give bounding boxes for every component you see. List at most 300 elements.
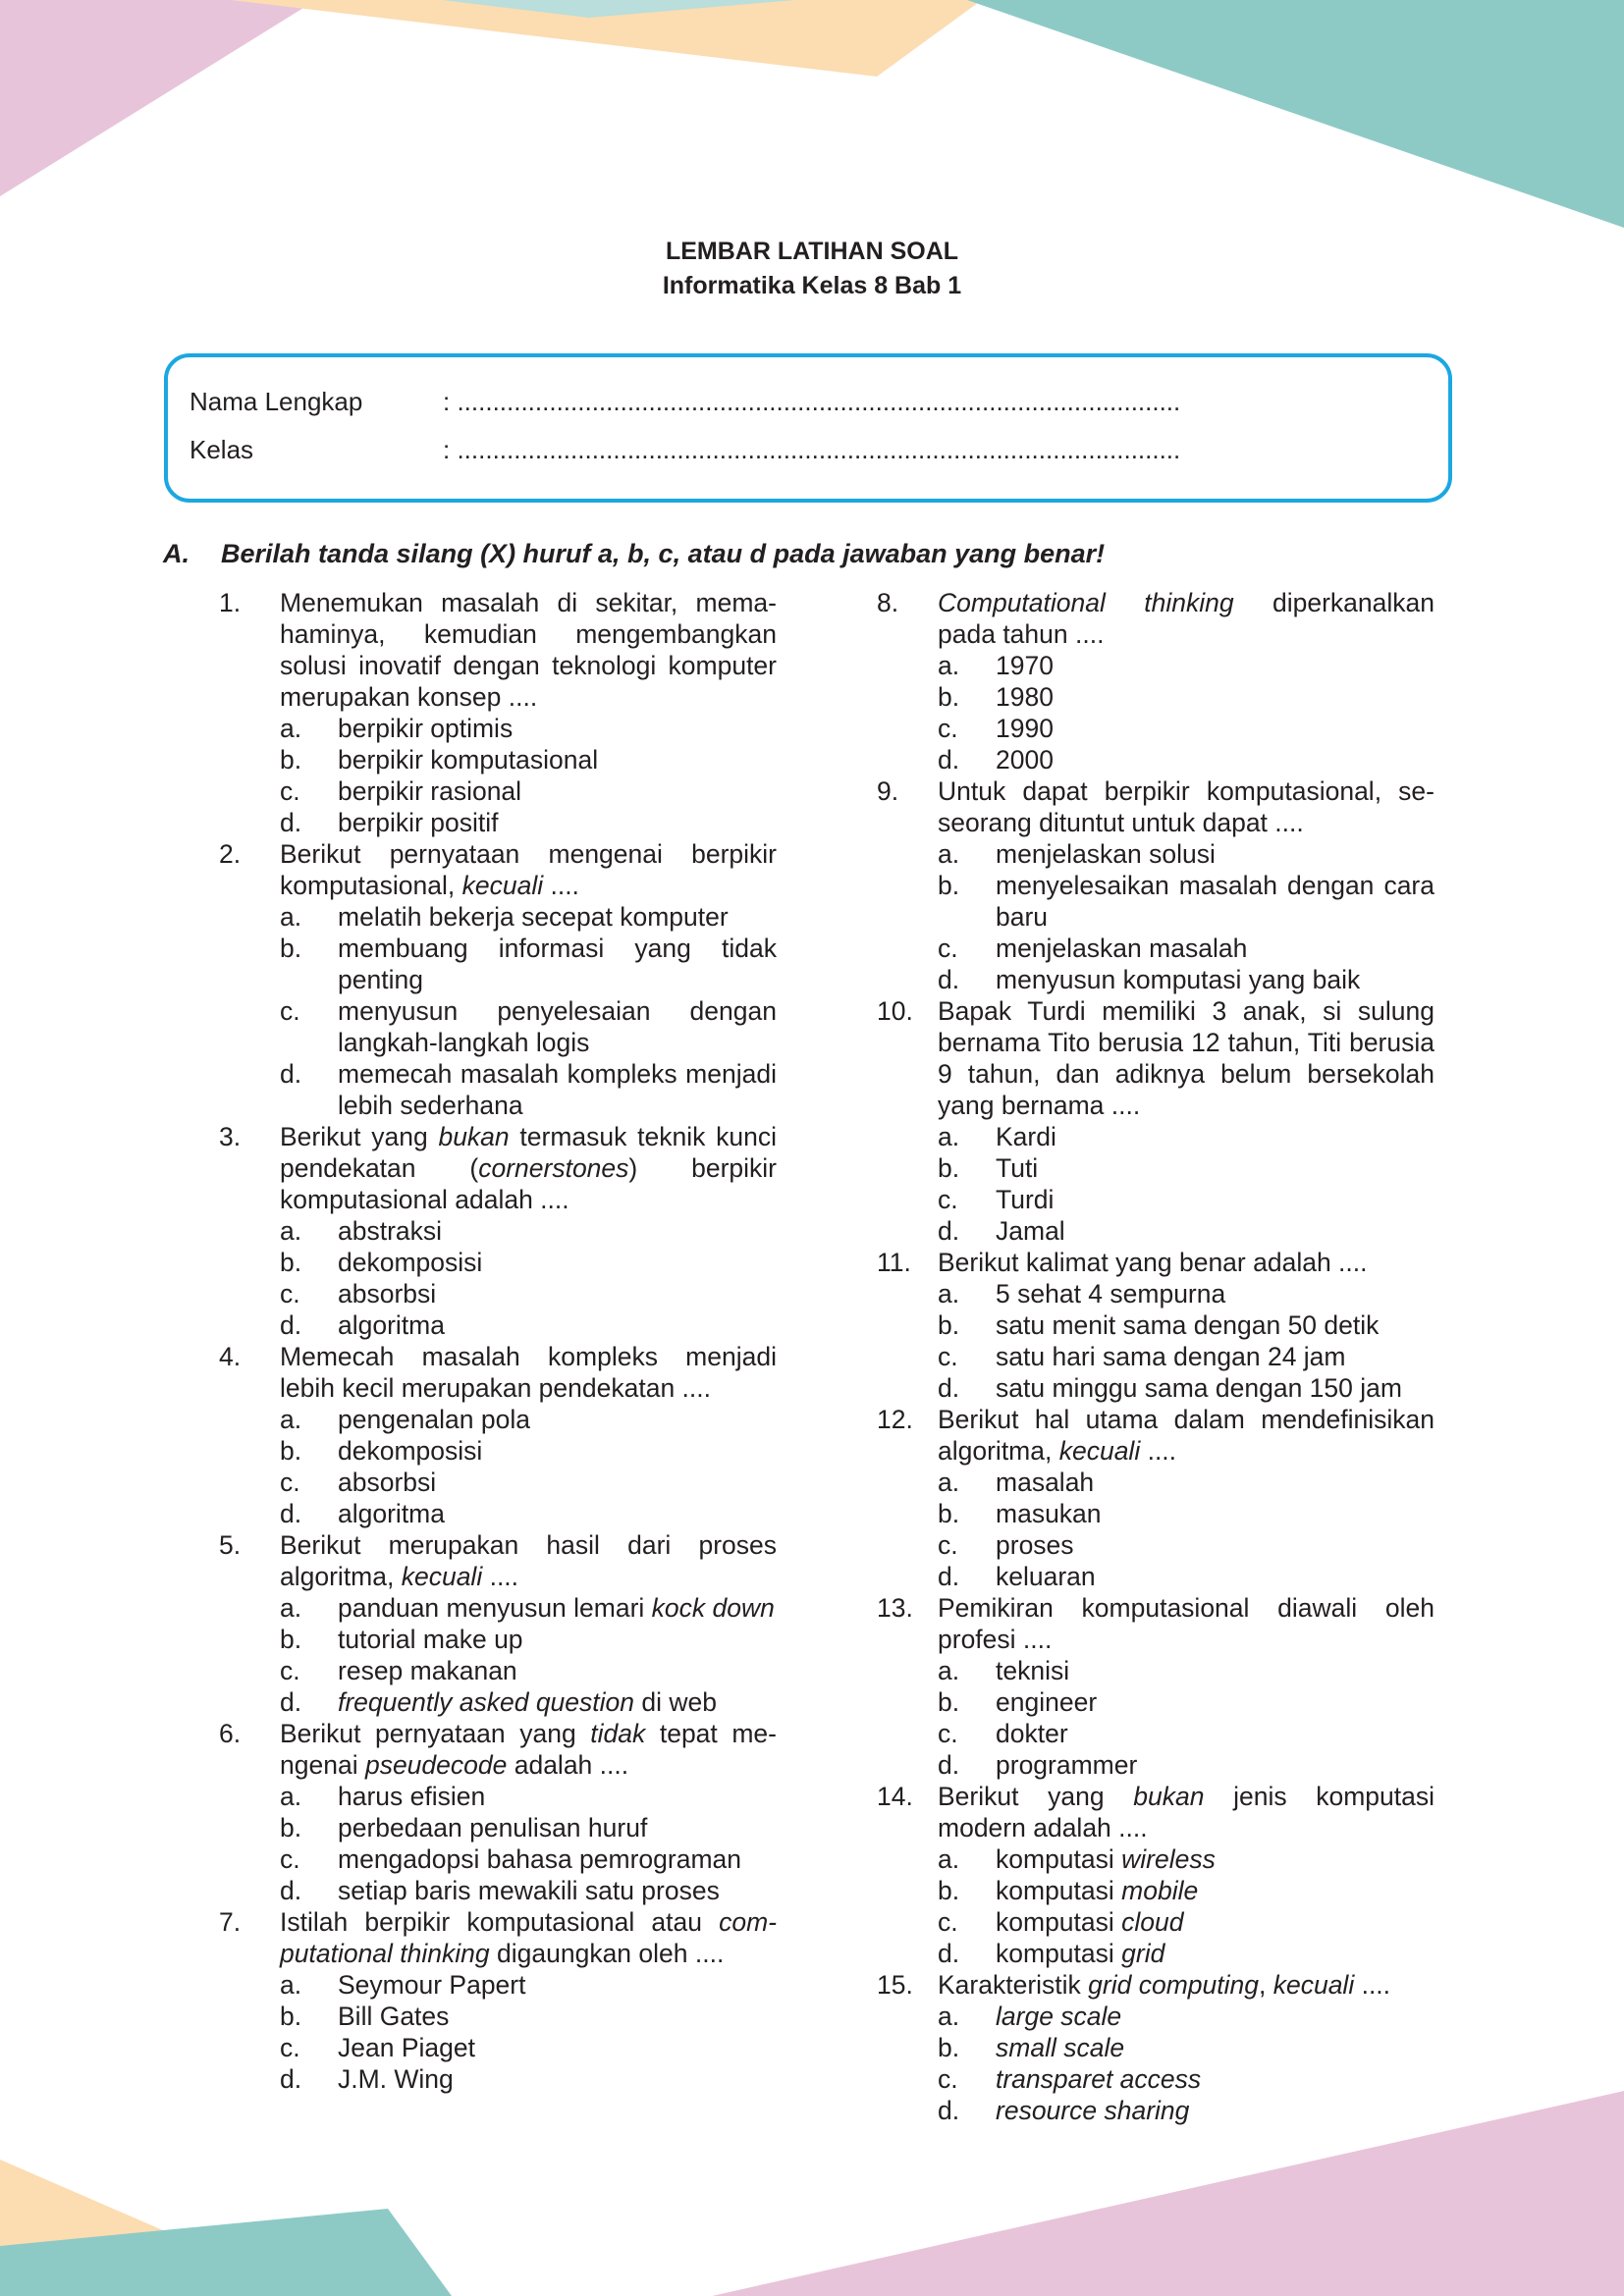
option-letter[interactable]: a. [280,1782,302,1811]
option-letter[interactable]: a. [938,1656,960,1685]
option-text [338,1812,777,1843]
answer-option[interactable] [938,838,1435,870]
option-text [996,1718,1435,1749]
italic-text: bukan [1133,1782,1205,1811]
option-text [338,2063,777,2095]
text-segment: Seymour Papert [338,1970,526,2000]
option-text [338,2032,777,2063]
option-text [338,1592,777,1624]
option-letter[interactable]: a. [938,1844,960,1874]
text-segment: Bapak Turdi memiliki 3 anak, si sulung bernama Tito berusia 12 tahun, Titi berusia 9 tahun, dan adiknya belum bersekolah yang bernama .... [938,996,1435,1120]
option-letter[interactable]: d. [280,1499,302,1528]
text-segment: Berikut kalimat yang benar adalah .... [938,1248,1368,1277]
italic-text: small scale [996,2033,1125,2062]
option-text [338,1843,777,1875]
answer-option[interactable] [280,1247,777,1278]
answer-option[interactable] [280,1624,777,1655]
option-letter[interactable]: c. [938,2064,958,2094]
question-item [877,1969,1435,2126]
section-letter: A. [163,539,189,568]
answer-option[interactable] [938,1655,1435,1686]
option-letter[interactable]: c. [938,1719,958,1748]
italic-text: tidak [590,1719,646,1748]
italic-text: kecuali [401,1562,483,1591]
answer-option[interactable] [280,744,777,775]
option-letter[interactable]: c. [938,1342,958,1371]
text-segment: menyusun komputasi yang baik [996,965,1361,994]
text-segment: Pemikiran komputasional diawali oleh profesi .... [938,1593,1435,1654]
option-text [996,1309,1435,1341]
section-a-heading [163,539,1105,569]
option-letter[interactable]: c. [938,1185,958,1214]
answer-option[interactable] [938,964,1435,995]
question-number: 10. [877,996,913,1026]
option-text [338,1404,777,1435]
option-text [996,1875,1435,1906]
text-segment: panduan menyusun lemari [338,1593,652,1623]
answer-option[interactable] [938,1718,1435,1749]
question-text [938,1592,1435,1655]
option-text [996,1184,1435,1215]
option-letter[interactable]: d. [938,1373,960,1403]
question-number: 8. [877,588,899,617]
text-segment: 1990 [996,714,1054,743]
option-text [996,1686,1435,1718]
text-segment: berpikir optimis [338,714,514,743]
option-text [338,1781,777,1812]
answer-option[interactable] [280,933,777,995]
answer-option[interactable] [938,1467,1435,1498]
text-segment: masalah [996,1468,1095,1497]
option-text [338,2001,777,2032]
text-segment: komputasi [996,1876,1122,1905]
option-text [338,1498,777,1529]
text-segment: berpikir positif [338,808,499,837]
option-text [996,838,1435,870]
option-text [338,1875,777,1906]
option-letter[interactable]: d. [938,745,960,774]
answer-option[interactable] [280,1404,777,1435]
answer-option[interactable] [938,870,1435,933]
option-text [996,681,1435,713]
option-letter[interactable]: c. [280,996,300,1026]
text-segment: Berikut hal utama dalam mendefinisikan algoritma, [938,1405,1435,1466]
answer-option[interactable] [938,1215,1435,1247]
option-text [996,2001,1435,2032]
text-segment: termasuk teknik kunci pendekatan ( [280,1122,777,1183]
option-text [996,1655,1435,1686]
text-segment: Berikut pernyataan yang [280,1719,591,1748]
text-segment: Berikut yang [280,1122,439,1151]
italic-text: grid [1121,1939,1165,1968]
question-number: 14. [877,1782,913,1811]
question-item [877,995,1435,1247]
option-letter[interactable]: d. [280,1876,302,1905]
question-item [219,587,777,838]
text-segment: melatih bekerja secepat komputer [338,902,729,932]
question-number: 5. [219,1530,242,1560]
text-segment: 5 sehat 4 sempurna [996,1279,1226,1308]
answer-option[interactable] [938,1309,1435,1341]
answer-option[interactable] [938,1906,1435,1938]
option-text [338,901,777,933]
option-letter[interactable]: b. [280,745,302,774]
option-letter[interactable]: d. [280,1059,302,1089]
answer-option[interactable] [280,1875,777,1906]
option-letter[interactable]: b. [280,1436,302,1466]
class-label: Kelas [189,435,254,464]
answer-option[interactable] [280,2063,777,2095]
option-text [996,870,1435,933]
italic-text: Computational thinking [938,588,1234,617]
question-number: 4. [219,1342,242,1371]
option-letter[interactable]: b. [938,1499,960,1528]
option-letter[interactable]: c. [938,934,958,963]
text-segment: programmer [996,1750,1138,1780]
option-letter[interactable]: c. [280,1468,300,1497]
option-text [338,933,777,995]
option-text [338,1058,777,1121]
question-text [938,587,1435,650]
answer-option[interactable] [938,1152,1435,1184]
answer-option[interactable] [938,2001,1435,2032]
option-text [996,1498,1435,1529]
option-text [996,650,1435,681]
text-segment: 1980 [996,682,1054,712]
text-segment: dokter [996,1719,1068,1748]
answer-option[interactable] [938,2095,1435,2126]
text-segment: .... [1354,1970,1391,2000]
questions-left-column [219,587,777,2095]
answer-option[interactable] [280,2001,777,2032]
text-segment: Tuti [996,1153,1039,1183]
option-text [338,744,777,775]
answer-option[interactable] [938,1749,1435,1781]
answer-option[interactable] [938,2032,1435,2063]
question-text [938,995,1435,1121]
answer-option[interactable] [280,1781,777,1812]
italic-text: kecuali [1272,1970,1355,2000]
option-letter[interactable]: d. [938,1939,960,1968]
text-segment: engineer [996,1687,1098,1717]
text-segment: teknisi [996,1656,1070,1685]
option-text [996,1938,1435,1969]
option-text [338,1655,777,1686]
answer-option[interactable] [938,744,1435,775]
option-letter[interactable]: a. [280,1405,302,1434]
answer-option[interactable] [938,681,1435,713]
text-segment: Menemukan masalah di sekitar, memahaminya, kemudian mengembangkan solusi inovatif dengan teknologi komputer merupakan konsep .... [280,588,777,712]
answer-option[interactable] [938,1498,1435,1529]
text-segment: Istilah berpikir komputasional atau [280,1907,720,1937]
question-text [280,587,777,713]
text-segment: dekomposisi [338,1248,483,1277]
answer-option[interactable] [280,901,777,933]
text-segment: Berikut merupakan hasil dari proses algoritma, [280,1530,777,1591]
option-letter[interactable]: c. [280,776,300,806]
answer-option[interactable] [280,1969,777,2001]
option-letter[interactable]: d. [938,1216,960,1246]
answer-option[interactable] [280,1215,777,1247]
name-row [189,387,1180,417]
option-letter[interactable]: d. [280,1310,302,1340]
option-text [996,1843,1435,1875]
question-number: 2. [219,839,242,869]
text-segment: 2000 [996,745,1054,774]
text-segment: Turdi [996,1185,1055,1214]
answer-option[interactable] [938,1561,1435,1592]
question-number: 6. [219,1719,242,1748]
option-text [338,1467,777,1498]
answer-option[interactable] [938,1686,1435,1718]
text-segment: Berikut pernyataan mengenai berpikir komputasional, [280,839,777,900]
option-letter[interactable]: a. [938,839,960,869]
italic-text: transparet access [996,2064,1202,2094]
text-segment: Untuk dapat berpikir komputasional, seseorang dituntut untuk dapat .... [938,776,1435,837]
italic-text: cloud [1121,1907,1184,1937]
option-letter[interactable]: a. [280,1216,302,1246]
text-segment: satu menit sama dengan 50 detik [996,1310,1380,1340]
italic-text: computational thinking [280,1907,777,1968]
option-text [996,1278,1435,1309]
italic-text: kecuali [1058,1436,1141,1466]
text-segment: memecah masalah kompleks menjadi lebih sederhana [338,1059,777,1120]
option-letter[interactable]: b. [280,2002,302,2031]
answer-option[interactable] [938,1843,1435,1875]
answer-option[interactable] [280,775,777,807]
option-letter[interactable]: a. [938,651,960,680]
text-segment: Kardi [996,1122,1056,1151]
option-letter[interactable]: d. [938,965,960,994]
option-text [996,933,1435,964]
option-letter[interactable]: b. [938,871,960,900]
question-text [280,838,777,901]
option-letter[interactable]: d. [938,1562,960,1591]
text-segment: .... [1140,1436,1177,1466]
option-text [338,775,777,807]
question-number: 3. [219,1122,242,1151]
italic-text: grid computing [1088,1970,1259,2000]
option-letter[interactable]: c. [280,1844,300,1874]
option-letter[interactable]: b. [938,2033,960,2062]
answer-option[interactable] [938,713,1435,744]
option-text [996,713,1435,744]
option-letter[interactable]: c. [938,1907,958,1937]
option-letter[interactable]: b. [280,1625,302,1654]
italic-text: kecuali [461,871,544,900]
question-item [219,1718,777,1906]
text-segment: menjelaskan masalah [996,934,1248,963]
answer-option[interactable] [938,1372,1435,1404]
answer-option[interactable] [280,1812,777,1843]
text-segment: diperkanalkan pada tahun .... [938,588,1435,649]
option-text [996,1467,1435,1498]
answer-option[interactable] [280,1309,777,1341]
text-segment: absorbsi [338,1468,437,1497]
option-letter[interactable]: d. [938,2096,960,2125]
answer-option[interactable] [280,1592,777,1624]
option-letter[interactable]: c. [938,1530,958,1560]
text-segment: ) berpikir komputasional adalah .... [280,1153,777,1214]
option-letter[interactable]: d. [280,1687,302,1717]
answer-option[interactable] [280,1655,777,1686]
text-segment: Karakteristik [938,1970,1089,2000]
name-blank-line[interactable]: : ...................................................................................................... [443,387,1181,416]
option-letter[interactable]: a. [280,1593,302,1623]
text-segment: tepat mengenai [280,1719,777,1780]
question-text [938,775,1435,838]
text-segment: satu minggu sama dengan 150 jam [996,1373,1402,1403]
question-number: 9. [877,776,899,806]
answer-option[interactable] [280,1058,777,1121]
question-number: 15. [877,1970,913,2000]
option-letter[interactable]: b. [280,1248,302,1277]
option-text [338,995,777,1058]
option-text [338,807,777,838]
option-text [996,2032,1435,2063]
answer-option[interactable] [280,807,777,838]
answer-option[interactable] [938,2063,1435,2095]
class-blank-line[interactable]: : ...................................................................................................... [443,435,1181,464]
text-segment: harus efisien [338,1782,486,1811]
text-segment: berpikir komputasional [338,745,599,774]
text-segment: jenis komputasi modern adalah .... [938,1782,1435,1842]
option-text [338,1278,777,1309]
questions-right-column [877,587,1435,2126]
option-letter[interactable]: d. [280,808,302,837]
question-number: 13. [877,1593,913,1623]
option-text [338,1309,777,1341]
option-letter[interactable]: b. [280,1813,302,1842]
option-text [996,2063,1435,2095]
option-text [996,1372,1435,1404]
answer-option[interactable] [280,1467,777,1498]
option-letter[interactable]: a. [280,1970,302,2000]
italic-text: cornerstones [478,1153,629,1183]
text-segment: menyusun penyelesaian dengan langkah-langkah logis [338,996,777,1057]
option-letter[interactable]: c. [280,2033,300,2062]
question-item [219,1906,777,2095]
option-letter[interactable]: a. [938,1122,960,1151]
question-item [219,1121,777,1341]
answer-option[interactable] [938,1184,1435,1215]
answer-option[interactable] [280,1843,777,1875]
option-letter[interactable]: b. [938,1310,960,1340]
text-segment: di web [634,1687,717,1717]
text-segment: komputasi [996,1844,1122,1874]
answer-option[interactable] [938,1278,1435,1309]
answer-option[interactable] [938,1121,1435,1152]
question-item [877,775,1435,995]
question-item [877,1247,1435,1404]
option-text [996,2095,1435,2126]
italic-text: bukan [438,1122,510,1151]
italic-text: kock down [651,1593,775,1623]
answer-option[interactable] [280,995,777,1058]
option-letter[interactable]: a. [280,902,302,932]
question-text [280,1718,777,1781]
answer-option[interactable] [938,1938,1435,1969]
italic-text: mobile [1121,1876,1199,1905]
answer-option[interactable] [938,1529,1435,1561]
answer-option[interactable] [280,1435,777,1467]
option-text [338,1215,777,1247]
question-text [280,1529,777,1592]
question-number: 12. [877,1405,913,1434]
option-letter[interactable]: b. [938,682,960,712]
class-row [189,435,1180,465]
option-letter[interactable]: c. [280,1656,300,1685]
italic-text: resource sharing [996,2096,1190,2125]
option-letter[interactable]: d. [280,2064,302,2094]
text-segment: Jamal [996,1216,1065,1246]
option-letter[interactable]: a. [938,1468,960,1497]
name-label: Nama Lengkap [189,387,363,416]
question-item [877,1592,1435,1781]
question-text [280,1341,777,1404]
text-segment: absorbsi [338,1279,437,1308]
question-item [219,1341,777,1529]
text-segment: resep makanan [338,1656,517,1685]
question-item [219,838,777,1121]
page-title: LEMBAR LATIHAN SOAL [665,238,959,265]
question-item [219,1529,777,1718]
option-letter[interactable]: a. [280,714,302,743]
option-letter[interactable]: b. [280,934,302,963]
text-segment: 1970 [996,651,1054,680]
answer-option[interactable] [938,650,1435,681]
text-segment: digaungkan oleh .... [489,1939,725,1968]
answer-option[interactable] [280,713,777,744]
answer-option[interactable] [938,1341,1435,1372]
option-text [338,1969,777,2001]
option-text [996,1215,1435,1247]
text-segment: J.M. Wing [338,2064,454,2094]
option-text [996,1152,1435,1184]
option-text [996,964,1435,995]
question-number: 11. [877,1248,911,1277]
option-letter[interactable]: a. [938,2002,960,2031]
text-segment: komputasi [996,1939,1122,1968]
option-text [338,1686,777,1718]
answer-option[interactable] [938,1875,1435,1906]
option-letter[interactable]: c. [280,1279,300,1308]
answer-option[interactable] [938,933,1435,964]
question-number: 1. [219,588,242,617]
italic-text: frequently asked question [338,1687,635,1717]
option-text [996,1561,1435,1592]
text-segment: setiap baris mewakili satu proses [338,1876,720,1905]
answer-option[interactable] [280,2032,777,2063]
question-text [938,1247,1435,1278]
italic-text: pseudecode [364,1750,508,1780]
option-letter[interactable]: b. [938,1876,960,1905]
option-letter[interactable]: b. [938,1687,960,1717]
option-letter[interactable]: b. [938,1153,960,1183]
answer-option[interactable] [280,1278,777,1309]
answer-option[interactable] [280,1498,777,1529]
option-letter[interactable]: a. [938,1279,960,1308]
option-letter[interactable]: d. [938,1750,960,1780]
option-letter[interactable]: c. [938,714,958,743]
text-segment: Berikut yang [938,1782,1134,1811]
answer-option[interactable] [280,1686,777,1718]
text-segment: adalah .... [507,1750,629,1780]
text-segment: komputasi [996,1907,1122,1937]
page-subtitle: Informatika Kelas 8 Bab 1 [662,272,962,299]
option-text [996,1121,1435,1152]
option-text [338,1624,777,1655]
